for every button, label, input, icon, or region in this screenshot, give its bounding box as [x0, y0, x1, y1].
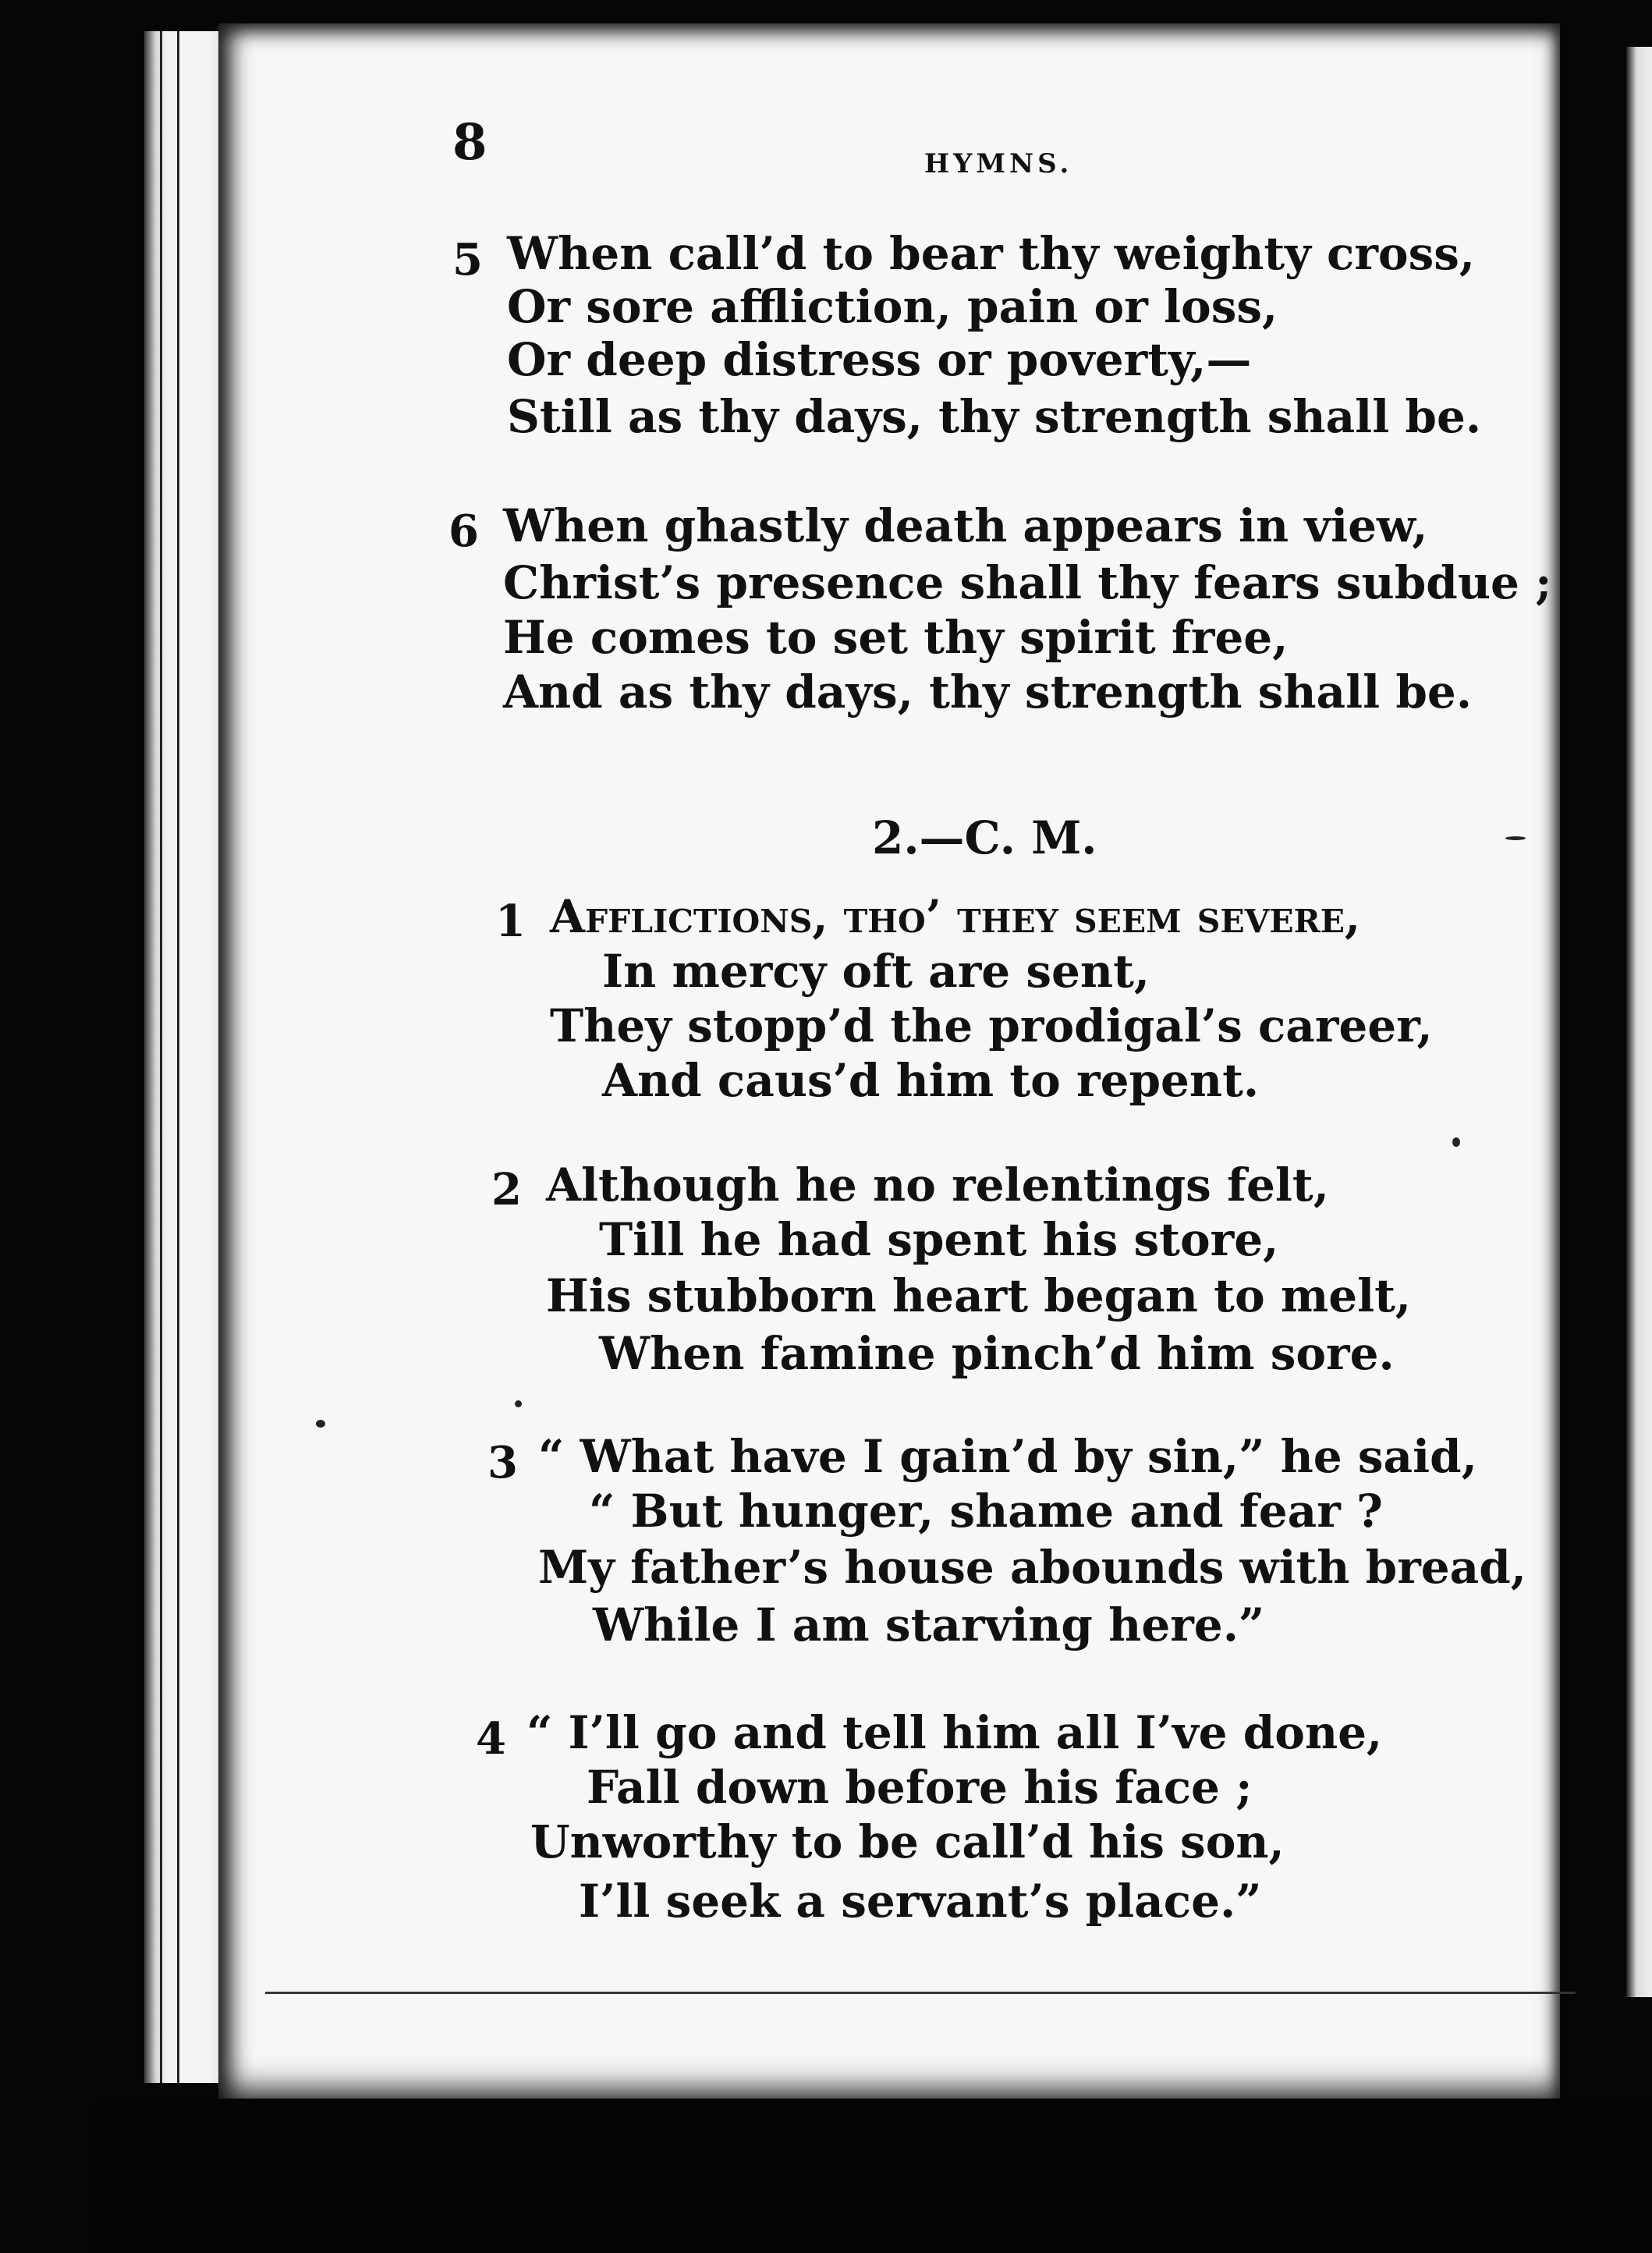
verse-line: When famine pinch’d him sore.	[599, 1327, 1395, 1380]
scan-bottom-shadow	[94, 2099, 1652, 2253]
scan-speck	[316, 1420, 325, 1428]
scan-speck	[1452, 1137, 1460, 1147]
verse-line: Still as thy days, thy strength shall be.	[507, 390, 1482, 443]
stanza-number: 1	[495, 896, 526, 947]
verse-line: His stubborn heart began to melt,	[546, 1269, 1412, 1322]
verse-line: “ I’ll go and tell him all I’ve done,	[526, 1706, 1383, 1759]
verse-line: And caus’d him to repent.	[602, 1054, 1260, 1107]
verse-line: “ But hunger, shame and fear ?	[589, 1485, 1383, 1538]
scan-speck	[1505, 836, 1526, 840]
verse-line: And as thy days, thy strength shall be.	[503, 665, 1473, 718]
verse-line: They stopp’d the prodigal’s career,	[550, 999, 1433, 1052]
verse-line: Unworthy to be call’d his son,	[530, 1815, 1285, 1868]
edge-rule	[177, 31, 179, 2083]
verse-line: In mercy oft are sent,	[602, 945, 1150, 998]
verse-line: When call’d to bear thy weighty cross,	[507, 227, 1476, 280]
next-leaf-edge	[1626, 47, 1652, 1997]
verse-line: Fall down before his face ;	[587, 1761, 1253, 1814]
edge-rule	[160, 31, 162, 2083]
stanza-number: 2	[491, 1164, 522, 1215]
verse-line: I’ll seek a servant’s place.”	[579, 1875, 1262, 1928]
stanza-number: 5	[452, 234, 483, 286]
verse-line: When ghastly death appears in view,	[503, 499, 1428, 552]
verse-line: “ What have I gain’d by sin,” he said,	[538, 1430, 1477, 1483]
verse-line: My father’s house abounds with bread,	[538, 1541, 1526, 1594]
verse-line: He comes to set thy spirit free,	[503, 611, 1289, 664]
verse-line: Although he no relentings felt,	[546, 1158, 1329, 1212]
stanza-number: 4	[476, 1713, 506, 1765]
verse-line: Till he had spent his store,	[599, 1213, 1279, 1266]
verse-line: Or sore affliction, pain or loss,	[507, 280, 1278, 333]
verse-line: Or deep distress or poverty,—	[507, 333, 1252, 386]
bottom-rule	[265, 1992, 1576, 1994]
verse-line: Afflictions, tho’ they seem severe,	[550, 890, 1361, 943]
running-head: HYMNS.	[924, 148, 1073, 179]
page-number: 8	[452, 113, 487, 172]
verse-line: Christ’s presence shall thy fears subdue ;	[503, 556, 1552, 609]
stanza-number: 6	[448, 506, 479, 557]
scan-speck	[515, 1400, 522, 1407]
hymn-heading: 2.—C. M.	[872, 811, 1097, 864]
verse-line: While I am starving here.”	[593, 1598, 1265, 1652]
stanza-number: 3	[487, 1437, 518, 1488]
